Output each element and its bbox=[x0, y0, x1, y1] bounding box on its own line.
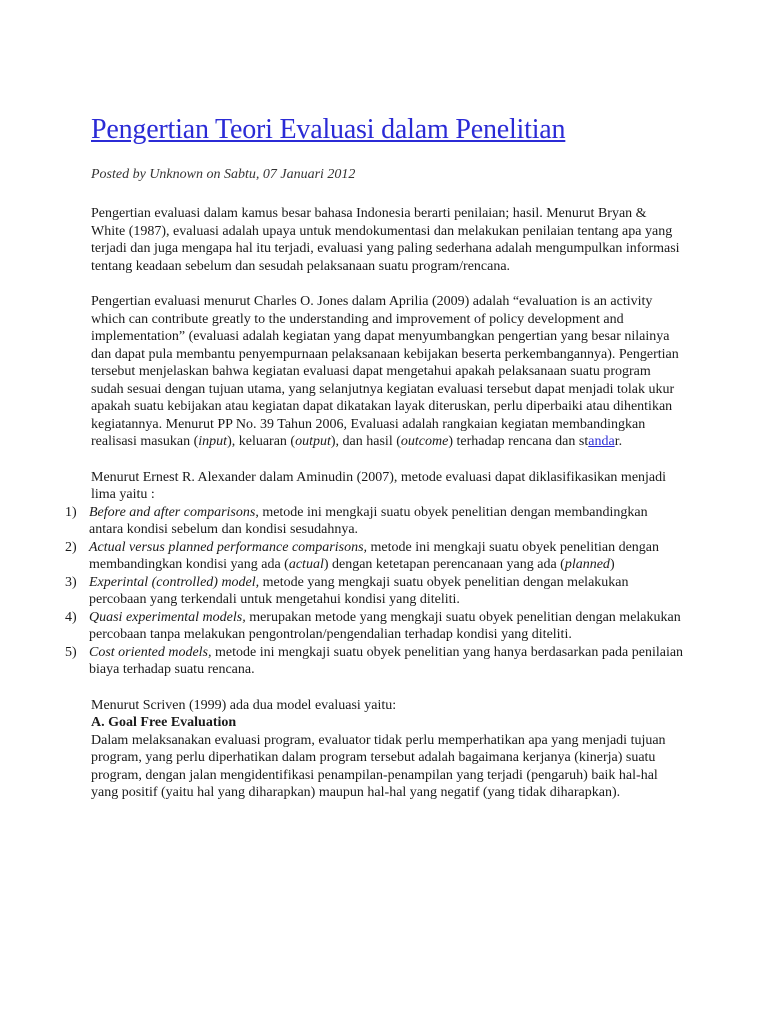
method-desc: , metode ini mengkaji suatu obyek penelitian dengan membandingkan antara kondisi sebelum dan kondisi sesudahnya. bbox=[89, 504, 648, 537]
paragraph-jones-text-3: ), dan hasil ( bbox=[330, 434, 401, 449]
paragraph-jones-text-4: ) terhadap rencana dan st bbox=[448, 434, 589, 449]
list-item-body bbox=[89, 504, 685, 539]
document-page bbox=[65, 112, 684, 802]
page-title[interactable]: Pengertian Teori Evaluasi dalam Penelitian bbox=[91, 114, 566, 145]
list-item bbox=[65, 504, 685, 539]
paragraph-scriven: Menurut Scriven (1999) ada dua model evaluasi yaitu: bbox=[91, 697, 397, 713]
paragraph-jones bbox=[91, 293, 683, 451]
method-desc-3: ) bbox=[609, 557, 615, 572]
term-output: output bbox=[295, 434, 331, 449]
paragraph-jones-text-5: r. bbox=[614, 434, 623, 449]
section-heading-goal-free: A. Goal Free Evaluation bbox=[91, 715, 237, 730]
paragraph-jones-text-2: ), keluaran ( bbox=[227, 434, 296, 449]
method-name: Cost oriented models, bbox=[89, 644, 212, 660]
method-desc: metode yang mengkaji suatu obyek penelitian dengan melakukan percobaan yang terkendali untuk mengetahui kondisi yang diteliti. bbox=[89, 574, 629, 607]
paragraph-definition: Pengertian evaluasi dalam kamus besar bahasa Indonesia berarti penilaian; hasil. Menurut Bryan & White (1987), evaluasi adalah upaya untuk mendokumentasi dan melakukan penilaian tentang apa yang terjadi dan juga mengapa hal itu terjadi, evaluasi yang paling sederhana adalah mengumpulkan informasi tentang keadaan sebelum dan sesudah pelaksanaan suatu program/rencana. bbox=[91, 206, 680, 274]
list-number: 3) bbox=[65, 574, 77, 590]
methods-list bbox=[65, 504, 685, 679]
list-number: 5) bbox=[65, 644, 77, 660]
list-item bbox=[65, 539, 685, 574]
term-actual: actual bbox=[288, 557, 324, 572]
paragraph-goal-free: Dalam melaksanakan evaluasi program, evaluator tidak perlu memperhatikan apa yang menjadi tujuan program, yang perlu diperhatikan dalam program tersebut adalah bagaimana kerjanya (kinerja) suatu program, dengan jalan mengidentifikasi penampilan-penampilan yang terjadi (pengaruh) baik hal-hal yang positif (yaitu hal yang diharapkan) maupun hal-hal yang negatif (yang tidak diharapkan). bbox=[91, 732, 666, 800]
list-number: 1) bbox=[65, 504, 77, 520]
term-outcome: outcome bbox=[400, 434, 449, 449]
method-desc-2: ) dengan ketetapan perencanaan yang ada ( bbox=[323, 557, 565, 572]
paragraph-jones-text: Pengertian evaluasi menurut Charles O. Jones dalam Aprilia (2009) adalah “evaluation is an activity which can contribute greatly to the understanding and improvement of policy development and implementation” (evaluasi adalah kegiatan yang dapat menyumbangkan pengertian yang besar nilainya dan dapat pula membantu penyempurnaan pelaksanaan kebijakan beserta perkembangannya). Pengertian tersebut menjelaskan bahwa kegiatan evaluasi dapat mengetahui apakah pelaksanaan suatu program sudah sesuai dengan tujuan utama, yang selanjutnya kegiatan evaluasi tersebut dapat menjadi tolak ukur apakah suatu kebijakan atau kegiatan dapat dikatakan layak diteruskan, perlu diperbaiki atau dihentikan kegiatannya. Menurut PP No. 39 Tahun 2006, Evaluasi adalah rangkaian kegiatan membandingkan realisasi masukan ( bbox=[91, 294, 679, 449]
post-byline: Posted by Unknown on Sabtu, 07 Januari 2012 bbox=[91, 167, 356, 182]
paragraph-alexander: Menurut Ernest R. Alexander dalam Aminudin (2007), metode evaluasi dapat diklasifikasikan menjadi lima yaitu : bbox=[91, 469, 667, 502]
list-item bbox=[65, 644, 685, 679]
list-item-body bbox=[89, 644, 685, 679]
method-desc: metode ini mengkaji suatu obyek penelitian yang hanya berdasarkan pada penilaian biaya terhadap suatu rencana. bbox=[89, 644, 684, 677]
method-name: Before and after comparisons bbox=[89, 504, 256, 520]
term-planned: planned bbox=[564, 557, 610, 572]
list-number: 2) bbox=[65, 539, 77, 555]
method-name: Experintal (controlled) model, bbox=[89, 574, 260, 590]
method-name: Actual versus planned performance comparisons, bbox=[89, 539, 368, 555]
method-desc: merupakan metode yang mengkaji suatu obyek penelitian dengan melakukan percobaan tanpa melakukan pengontrolan/pengendalian terhadap kondisi yang diteliti. bbox=[89, 609, 681, 642]
list-item bbox=[65, 609, 685, 644]
inline-link-standar[interactable]: anda bbox=[588, 434, 615, 449]
list-number: 4) bbox=[65, 609, 77, 625]
term-input: input bbox=[198, 434, 228, 449]
list-item bbox=[65, 574, 685, 609]
list-item-body bbox=[89, 609, 685, 644]
list-item-body bbox=[89, 574, 685, 609]
list-item-body bbox=[89, 539, 685, 574]
method-name: Quasi experimental models, bbox=[89, 609, 246, 625]
method-desc: metode ini mengkaji suatu obyek penelitian dengan membandingkan kondisi yang ada ( bbox=[89, 539, 660, 572]
